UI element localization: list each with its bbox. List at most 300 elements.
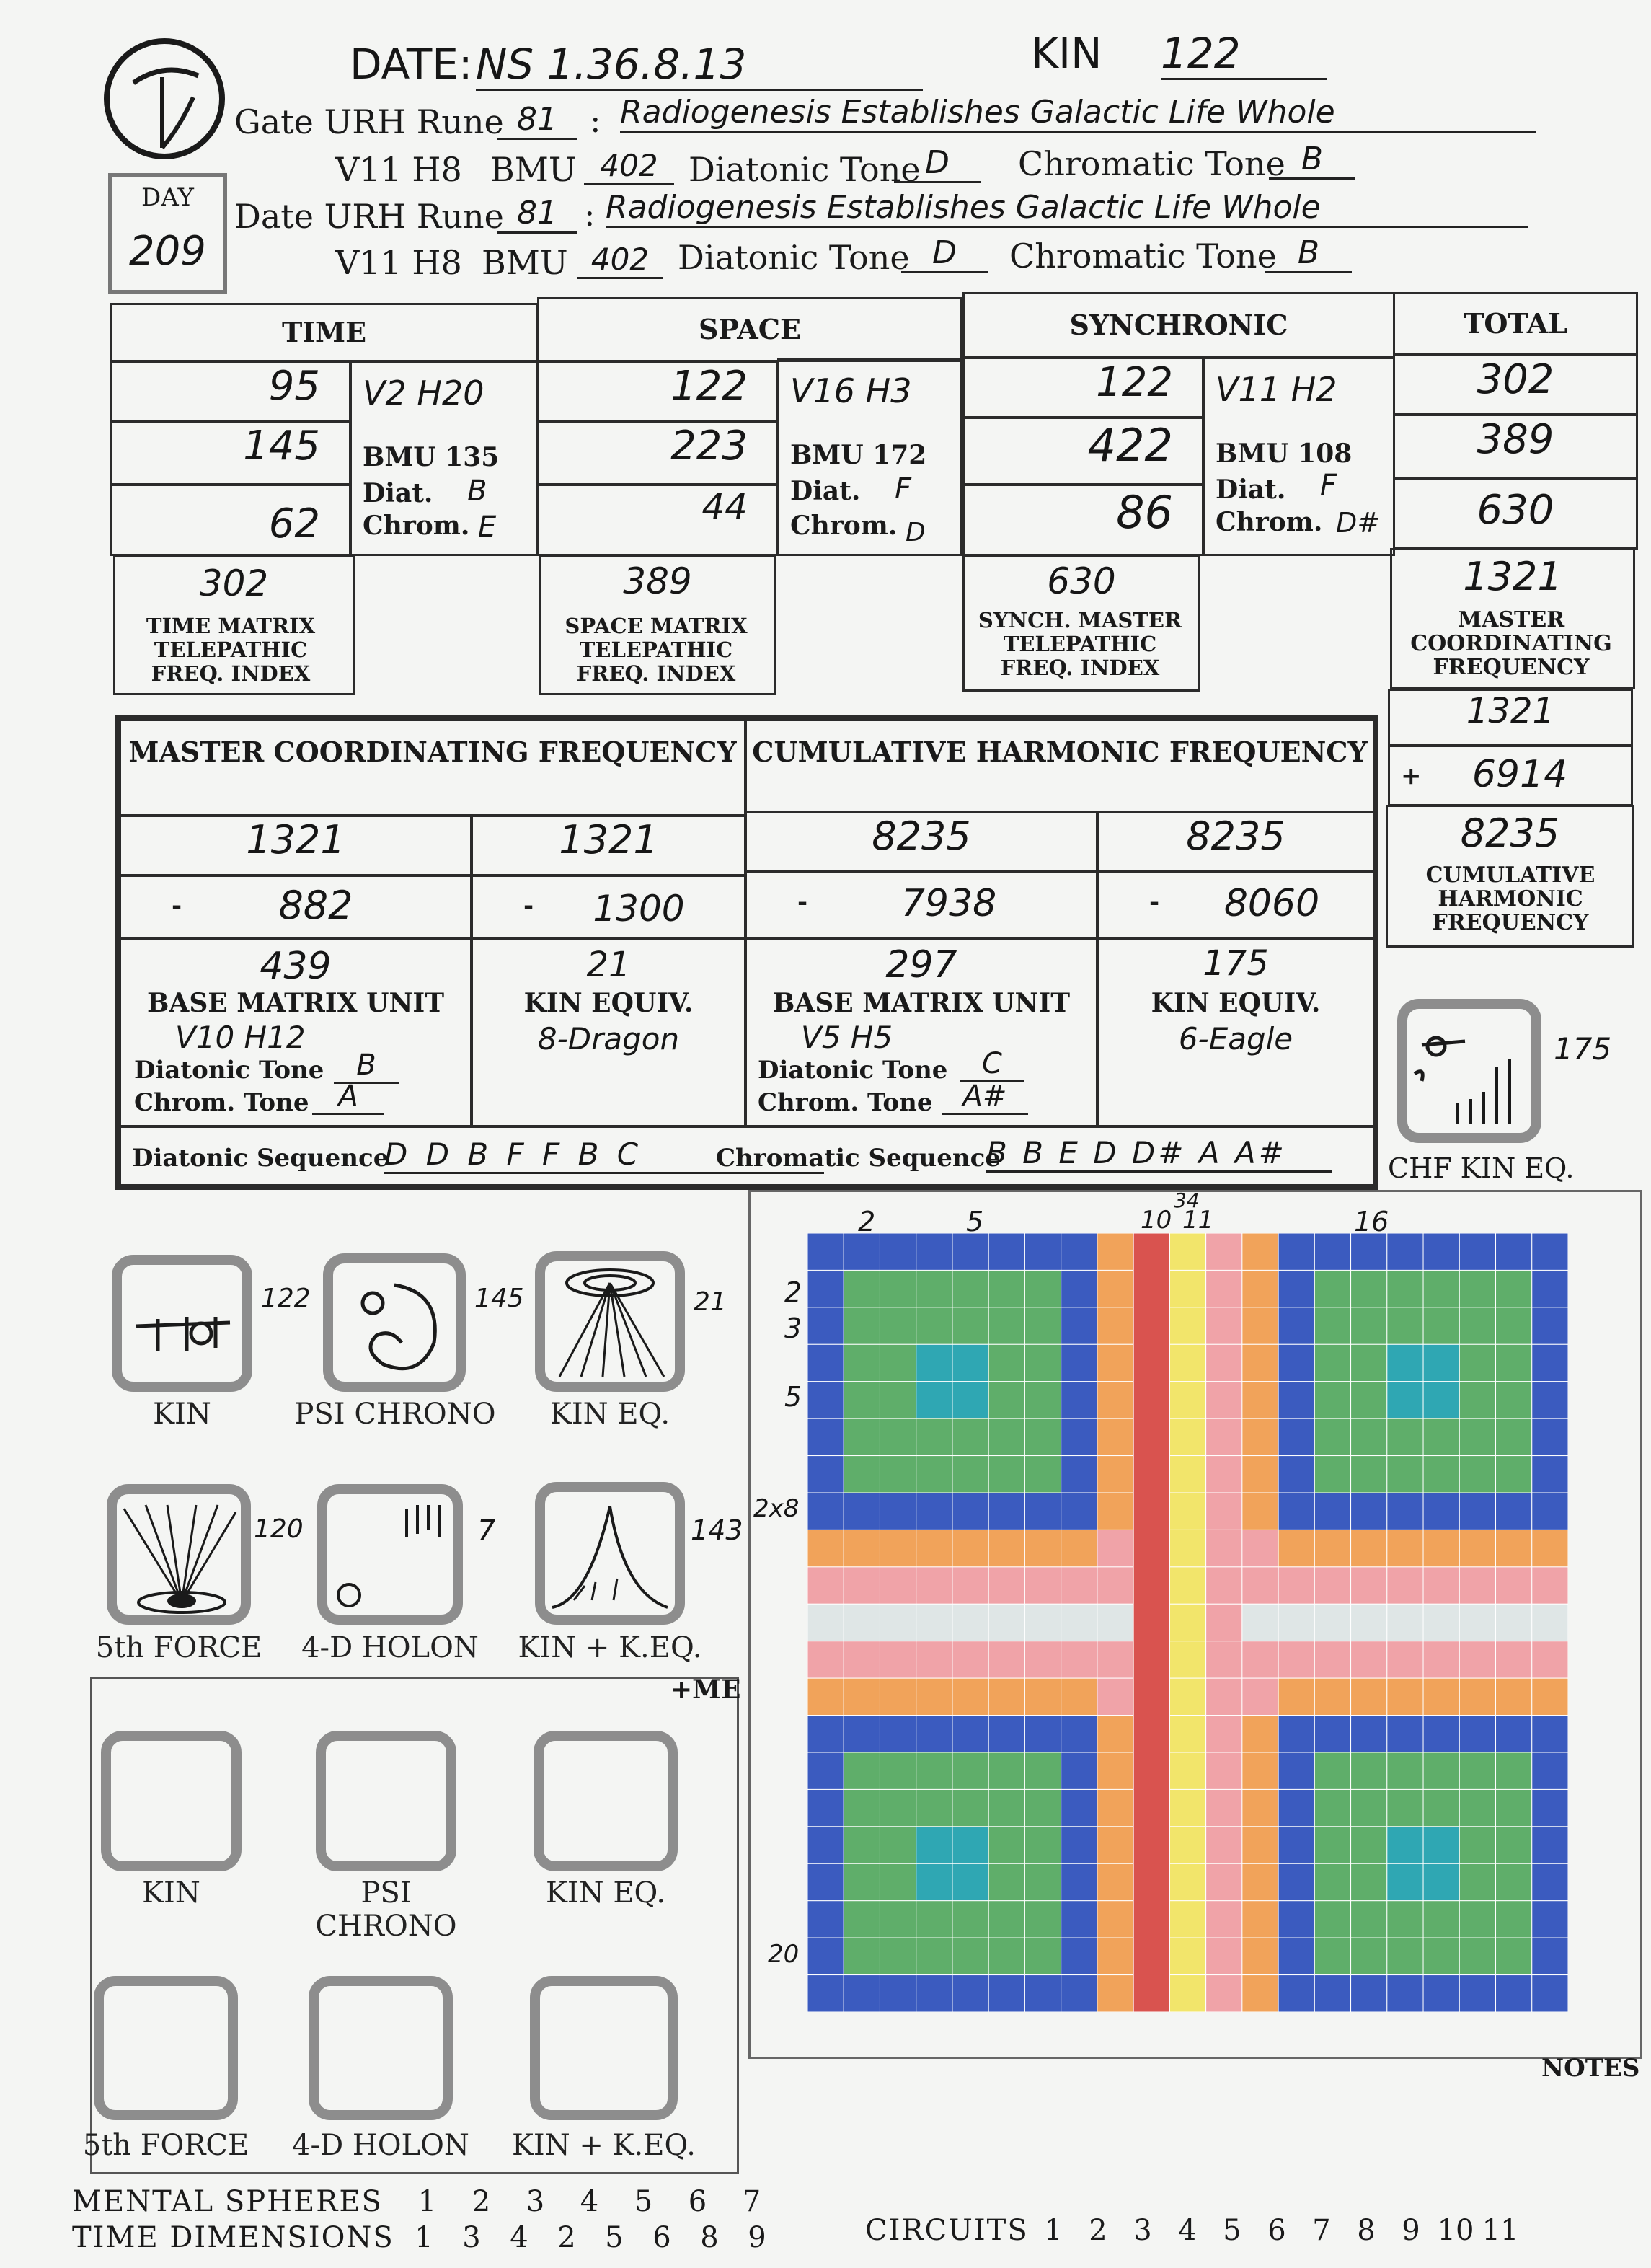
grid-cell	[1314, 1567, 1350, 1604]
grid-cell	[1532, 1233, 1568, 1270]
cumulative-top: 1321	[1388, 689, 1633, 746]
grid-cell	[1278, 1789, 1314, 1826]
4d-holon-note: 7	[477, 1514, 496, 1548]
4d-holon-glyph-icon	[327, 1494, 453, 1615]
gate-rune-value: 81	[497, 101, 577, 140]
circuit-number: 3	[1133, 2214, 1152, 2247]
synch-diat-label: Diat.	[1216, 475, 1286, 505]
grid-cell	[952, 1456, 988, 1493]
grid-cell	[1024, 1975, 1061, 2012]
grid-cell	[952, 1418, 988, 1455]
grid-cell	[988, 1975, 1024, 2012]
chf-bmu-label: BASE MATRIX UNIT	[772, 988, 1071, 1018]
me-fifth-force-glyph[interactable]	[94, 1976, 238, 2120]
grid-cell	[1242, 1418, 1278, 1455]
mental-sphere-number: 2	[472, 2185, 491, 2218]
grid-cell	[1169, 1752, 1205, 1789]
grid-cell	[1024, 1233, 1061, 1270]
grid-cell	[1387, 1456, 1423, 1493]
kin-eq-glyph-label: KIN EQ.	[549, 1398, 670, 1431]
grid-cell	[844, 1827, 880, 1863]
grid-cell	[1061, 1863, 1097, 1900]
grid-cell	[1097, 1456, 1133, 1493]
grid-cell	[1423, 1901, 1459, 1938]
grid-cell	[1169, 1641, 1205, 1678]
grid-cell	[1496, 1789, 1532, 1826]
grid-cell	[1532, 1752, 1568, 1789]
grid-cell	[1206, 1678, 1242, 1715]
me-4d-holon-label: 4-D HOLON	[292, 2129, 469, 2162]
grid-cell	[1097, 1307, 1133, 1344]
chf-right-top: 8235	[1097, 811, 1375, 873]
grid-cell	[1024, 1567, 1061, 1604]
grid-cell	[1351, 1530, 1387, 1566]
grid-cell	[988, 1938, 1024, 1974]
grid-cell	[1314, 1604, 1350, 1641]
date-label: DATE:	[350, 40, 473, 89]
space-header: SPACE	[537, 297, 962, 362]
grid-cell	[1242, 1827, 1278, 1863]
time-index-cell	[113, 555, 355, 695]
grid-cell	[807, 1678, 844, 1715]
gate-bmu-label: BMU	[490, 150, 577, 189]
grid-cell	[916, 1456, 952, 1493]
time-bmu: BMU 135	[363, 442, 500, 472]
grid-cell	[916, 1344, 952, 1381]
me-psi-chrono-glyph[interactable]	[316, 1731, 456, 1871]
space-coords: V16 H3	[790, 371, 912, 410]
grid-cell	[1242, 1641, 1278, 1678]
grid-cell	[952, 1901, 988, 1938]
grid-cell	[1387, 1641, 1423, 1678]
mcf-left-result: 439	[260, 945, 332, 988]
time-bmu-cell	[350, 361, 539, 556]
grid-cell	[1024, 1270, 1061, 1307]
grid-cell	[1169, 1493, 1205, 1530]
grid-cell	[1423, 1938, 1459, 1974]
grid-cell	[1278, 1901, 1314, 1938]
mcf-kin-equiv-label: KIN EQUIV.	[523, 988, 694, 1018]
grid-cell	[1278, 1752, 1314, 1789]
grid-cell	[880, 1975, 916, 2012]
grid-cell	[807, 1604, 844, 1641]
circuit-number: 7	[1312, 2214, 1331, 2247]
grid-cell	[1097, 1938, 1133, 1974]
grid-cell	[1459, 1641, 1495, 1678]
grid-cell	[988, 1493, 1024, 1530]
grid-cell	[844, 1456, 880, 1493]
grid-cell	[807, 1418, 844, 1455]
grid-cell	[988, 1901, 1024, 1938]
grid-cell	[1423, 1641, 1459, 1678]
grid-cell	[1423, 1678, 1459, 1715]
grid-cell	[1351, 1938, 1387, 1974]
grid-cell	[916, 1530, 952, 1566]
grid-cell	[1169, 1233, 1205, 1270]
grid-cell	[988, 1567, 1024, 1604]
grid-cell	[844, 1975, 880, 2012]
grid-cell	[1206, 1863, 1242, 1900]
psi-chrono-glyph-icon	[333, 1263, 456, 1382]
time-index-label: TIME MATRIX TELEPATHIC FREQ. INDEX	[146, 614, 316, 686]
date-rune-value: 81	[497, 195, 577, 234]
time-header: TIME	[110, 303, 539, 362]
grid-cell	[952, 1716, 988, 1752]
grid-cell	[952, 1344, 988, 1381]
grid-cell	[1459, 1678, 1495, 1715]
grid-cell	[916, 1270, 952, 1307]
grid-cell	[1351, 1567, 1387, 1604]
date-chromatic-value: B	[1265, 234, 1352, 273]
grid-cell	[807, 1789, 844, 1826]
circuit-number: 2	[1089, 2214, 1107, 2247]
grid-cell	[1242, 1863, 1278, 1900]
grid-cell	[807, 1270, 844, 1307]
grid-cell	[916, 1901, 952, 1938]
grid-cell	[880, 1307, 916, 1344]
day-box	[108, 173, 227, 294]
kin-eq-note: 21	[694, 1287, 727, 1317]
grid-cell	[1459, 1863, 1495, 1900]
grid-cell	[807, 1641, 844, 1678]
fifth-force-note: 120	[254, 1514, 304, 1544]
time-value-3: 62	[110, 484, 351, 556]
circuit-number: 5	[1223, 2214, 1241, 2247]
plus-sign: +	[1401, 762, 1422, 790]
grid-cell	[1387, 1270, 1423, 1307]
chf-kin-value: 175	[1554, 1031, 1612, 1067]
time-dimension-number: 9	[748, 2221, 766, 2254]
grid-top-mark: 2	[858, 1206, 876, 1237]
grid-cell	[1423, 1382, 1459, 1418]
grid-cell	[1314, 1530, 1350, 1566]
grid-cell	[1496, 1493, 1532, 1530]
grid-side-mark: 3	[784, 1312, 802, 1344]
grid-cell	[1024, 1456, 1061, 1493]
grid-side-mark: 2	[784, 1276, 802, 1308]
me-kin-label: KIN	[142, 1876, 200, 1910]
cumulative-result-cell	[1386, 805, 1634, 948]
grid-cell	[1097, 1789, 1133, 1826]
grid-cell	[1496, 1418, 1532, 1455]
grid-cell	[1314, 1270, 1350, 1307]
notes-label: NOTES	[1541, 2054, 1640, 2083]
psi-chrono-glyph-label: PSI CHRONO	[294, 1398, 496, 1431]
grid-cell	[1496, 1530, 1532, 1566]
grid-cell	[1024, 1382, 1061, 1418]
grid-cell	[1169, 1789, 1205, 1826]
kin-label: KIN	[1031, 29, 1102, 78]
grid-cell	[807, 1233, 844, 1270]
grid-cell	[1351, 1344, 1387, 1381]
grid-cell	[1097, 1493, 1133, 1530]
mcf-chrom-value: A	[312, 1080, 384, 1115]
grid-cell	[880, 1382, 916, 1418]
chf-right-minus-cell	[1097, 871, 1375, 940]
grid-cell	[1387, 1678, 1423, 1715]
grid-cell	[1169, 1678, 1205, 1715]
grid-cell	[807, 1382, 844, 1418]
me-fifth-force-label: 5th FORCE	[82, 2129, 249, 2162]
space-bmu: BMU 172	[790, 440, 927, 470]
grid-cell	[1278, 1382, 1314, 1418]
grid-cell	[1242, 1493, 1278, 1530]
grid-cell	[916, 1678, 952, 1715]
synch-index-cell	[962, 555, 1200, 692]
grid-cell	[807, 1938, 844, 1974]
me-kin-glyph[interactable]	[101, 1731, 242, 1871]
grid-cell	[1532, 1307, 1568, 1344]
grid-cell	[880, 1827, 916, 1863]
time-dimension-number: 6	[652, 2221, 671, 2254]
grid-cell	[1314, 1418, 1350, 1455]
date-value: NS 1.36.8.13	[476, 40, 923, 91]
time-total: 302	[199, 562, 269, 604]
grid-top-mark: 5	[966, 1206, 984, 1237]
mental-spheres-label: MENTAL SPHERES	[72, 2185, 383, 2218]
grid-cell	[1061, 1827, 1097, 1863]
grid-cell	[1496, 1752, 1532, 1789]
date-chromatic-label: Chromatic Tone	[1009, 237, 1277, 275]
grid-cell	[1278, 1975, 1314, 2012]
circuits-row	[1031, 2214, 1523, 2247]
chf-kin-equiv-label: KIN EQUIV.	[1151, 988, 1321, 1018]
grid-cell	[1024, 1901, 1061, 1938]
grid-cell	[952, 1604, 988, 1641]
grid-cell	[1024, 1827, 1061, 1863]
time-coords: V2 H20	[363, 374, 484, 412]
me-kin-eq-glyph[interactable]	[534, 1731, 678, 1871]
grid-cell	[952, 1530, 988, 1566]
grid-cell	[1169, 1604, 1205, 1641]
grid-cell	[1169, 1418, 1205, 1455]
mcf-right-result: 21	[586, 945, 631, 985]
grid-cell	[1024, 1863, 1061, 1900]
grid-cell	[1206, 1344, 1242, 1381]
time-value-1: 95	[110, 361, 351, 422]
cumulative-add-cell	[1388, 745, 1633, 806]
grid-cell	[916, 1567, 952, 1604]
grid-cell	[1242, 1233, 1278, 1270]
chf-chrom-value: A#	[942, 1080, 1028, 1115]
kin-plus-keq-glyph-icon	[545, 1492, 675, 1615]
grid-cell	[1387, 1418, 1423, 1455]
grid-cell	[1496, 1975, 1532, 2012]
time-chrom-label: Chrom.	[363, 511, 470, 541]
grid-cell	[1097, 1270, 1133, 1307]
grid-cell	[1242, 1975, 1278, 2012]
grid-cell	[1314, 1307, 1350, 1344]
grid-cell	[1097, 1418, 1133, 1455]
grid-cell	[1169, 1567, 1205, 1604]
grid-cell	[988, 1382, 1024, 1418]
total-value-1: 302	[1393, 354, 1638, 415]
grid-cell	[1459, 1752, 1495, 1789]
grid-cell	[1169, 1975, 1205, 2012]
grid-cell	[1024, 1344, 1061, 1381]
grid-cell	[1351, 1307, 1387, 1344]
grid-cell	[1061, 1975, 1097, 2012]
grid-cell	[1314, 1863, 1350, 1900]
gate-chromatic-label: Chromatic Tone	[1018, 144, 1285, 183]
chf-left-top: 8235	[745, 811, 1098, 873]
grid-cell	[1206, 1641, 1242, 1678]
grid-cell	[988, 1789, 1024, 1826]
chf-kin-glyph	[1397, 999, 1541, 1143]
grid-cell	[988, 1456, 1024, 1493]
grid-cell	[1024, 1418, 1061, 1455]
grid-cell	[1242, 1716, 1278, 1752]
grid-cell	[1351, 1233, 1387, 1270]
grid-top-mark: 11	[1182, 1206, 1214, 1235]
grid-cell	[1097, 1901, 1133, 1938]
grid-cell	[1496, 1233, 1532, 1270]
grid-cell	[880, 1604, 916, 1641]
date-diatonic-value: D	[901, 234, 988, 273]
grid-cell	[1387, 1530, 1423, 1566]
cumulative-label: CUMULATIVE HARMONIC FREQUENCY	[1425, 862, 1595, 935]
grid-cell	[1423, 1604, 1459, 1641]
grid-cell	[1206, 1716, 1242, 1752]
total-mcf-cell	[1390, 548, 1635, 689]
circuit-number: 6	[1267, 2214, 1286, 2247]
space-total: 389	[623, 560, 692, 602]
grid-cell	[1314, 1752, 1350, 1789]
grid-cell	[1532, 1530, 1568, 1566]
grid-cell	[1496, 1307, 1532, 1344]
chf-kin-equiv: 6-Eagle	[1178, 1021, 1293, 1056]
grid-cell	[1097, 1530, 1133, 1566]
mcf-title: MASTER COORDINATING FREQUENCY	[119, 719, 746, 816]
grid-cell	[952, 1863, 988, 1900]
me-4d-holon-glyph[interactable]	[309, 1976, 453, 2120]
grid-cell	[1206, 1901, 1242, 1938]
grid-cell	[807, 1716, 844, 1752]
synch-bmu: BMU 108	[1216, 438, 1353, 469]
date-rune-text: Radiogenesis Establishes Galactic Life Whole	[606, 189, 1528, 228]
gate-bmu-value: 402	[584, 148, 674, 185]
circuits-label: CIRCUITS	[865, 2214, 1029, 2247]
grid-cell	[880, 1530, 916, 1566]
grid-cell	[1278, 1493, 1314, 1530]
grid-cell	[1061, 1641, 1097, 1678]
grid-cell	[807, 1901, 844, 1938]
grid-cell	[1061, 1938, 1097, 1974]
me-kin-plus-keq-glyph[interactable]	[530, 1976, 678, 2120]
date-bmu-value: 402	[577, 242, 663, 279]
grid-cell	[1024, 1678, 1061, 1715]
grid-cell	[916, 1827, 952, 1863]
grid-top-mark-34: 34	[1174, 1188, 1200, 1212]
grid-cell	[1314, 1901, 1350, 1938]
grid-cell	[1061, 1344, 1097, 1381]
grid-cell	[1061, 1493, 1097, 1530]
time-dimensions-row	[400, 2221, 781, 2254]
space-value-3: 44	[537, 484, 779, 556]
grid-cell	[1459, 1493, 1495, 1530]
synch-total: 630	[1047, 560, 1116, 602]
diatonic-sequence: D D B F F B C	[384, 1137, 824, 1174]
chf-kin-label: CHF KIN EQ.	[1388, 1152, 1575, 1184]
grid-cell	[1242, 1752, 1278, 1789]
grid-cell	[988, 1752, 1024, 1789]
grid-cell	[1387, 1344, 1423, 1381]
total-value-2: 389	[1393, 414, 1638, 479]
space-index-label: SPACE MATRIX TELEPATHIC FREQ. INDEX	[565, 614, 748, 686]
grid-cell	[1024, 1604, 1061, 1641]
grid-cell	[952, 1233, 988, 1270]
mental-sphere-number: 1	[417, 2185, 437, 2218]
grid-cell	[1496, 1901, 1532, 1938]
grid-cell	[1097, 1382, 1133, 1418]
mcf-left-top: 1321	[119, 815, 472, 876]
grid-cell	[952, 1789, 988, 1826]
grid-cell	[807, 1752, 844, 1789]
mental-sphere-number: 4	[580, 2185, 599, 2218]
me-kin-plus-keq-label: KIN + K.EQ.	[512, 2129, 696, 2162]
grid-cell	[1532, 1493, 1568, 1530]
4d-holon-glyph-label: 4-D HOLON	[301, 1631, 479, 1664]
grid-cell	[807, 1863, 844, 1900]
grid-cell	[1097, 1827, 1133, 1863]
grid-cell	[1351, 1716, 1387, 1752]
circuit-number: 9	[1402, 2214, 1420, 2247]
minus-sign: -	[797, 888, 808, 917]
grid-cell	[1423, 1270, 1459, 1307]
date-bmu-label: BMU	[482, 243, 568, 282]
grid-cell	[1278, 1938, 1314, 1974]
diatonic-sequence-label: Diatonic Sequence	[132, 1144, 389, 1173]
grid-cell	[952, 1493, 988, 1530]
grid-cell	[1532, 1567, 1568, 1604]
kin-note: 122	[261, 1284, 311, 1313]
gate-diatonic-label: Diatonic Tone	[689, 150, 921, 189]
grid-cell	[952, 1641, 988, 1678]
grid-cell	[988, 1716, 1024, 1752]
grid-cell	[1169, 1382, 1205, 1418]
time-dimension-number: 4	[510, 2221, 528, 2254]
grid-cell	[952, 1752, 988, 1789]
grid-cell	[1351, 1270, 1387, 1307]
grid-cell	[916, 1863, 952, 1900]
grid-cell	[1459, 1567, 1495, 1604]
mental-sphere-number: 5	[634, 2185, 653, 2218]
grid-cell	[844, 1863, 880, 1900]
grid-side-mark: 20	[768, 1940, 800, 1969]
chf-left-result: 297	[885, 943, 957, 987]
grid-cell	[1314, 1493, 1350, 1530]
grid-cell	[1206, 1789, 1242, 1826]
space-index-cell	[539, 555, 776, 695]
chf-bmu-cell	[745, 938, 1098, 1127]
grid-cell	[1532, 1678, 1568, 1715]
chf-kin-cell	[1097, 938, 1375, 1127]
grid-cell	[1423, 1827, 1459, 1863]
mental-spheres-row	[400, 2185, 779, 2218]
grid-cell	[1206, 1456, 1242, 1493]
grid-cell	[1459, 1975, 1495, 2012]
mcf-kin-cell	[471, 938, 746, 1127]
grid-cell	[880, 1789, 916, 1826]
chf-diatonic-label: Diatonic Tone	[758, 1056, 948, 1085]
grid-cell	[1024, 1530, 1061, 1566]
grid-cell	[807, 1975, 844, 2012]
grid-cell	[1206, 1418, 1242, 1455]
grid-cell	[1387, 1307, 1423, 1344]
grid-cell	[1169, 1530, 1205, 1566]
mcf-left-minus: 882	[278, 883, 353, 928]
space-diat-value: F	[895, 472, 912, 506]
